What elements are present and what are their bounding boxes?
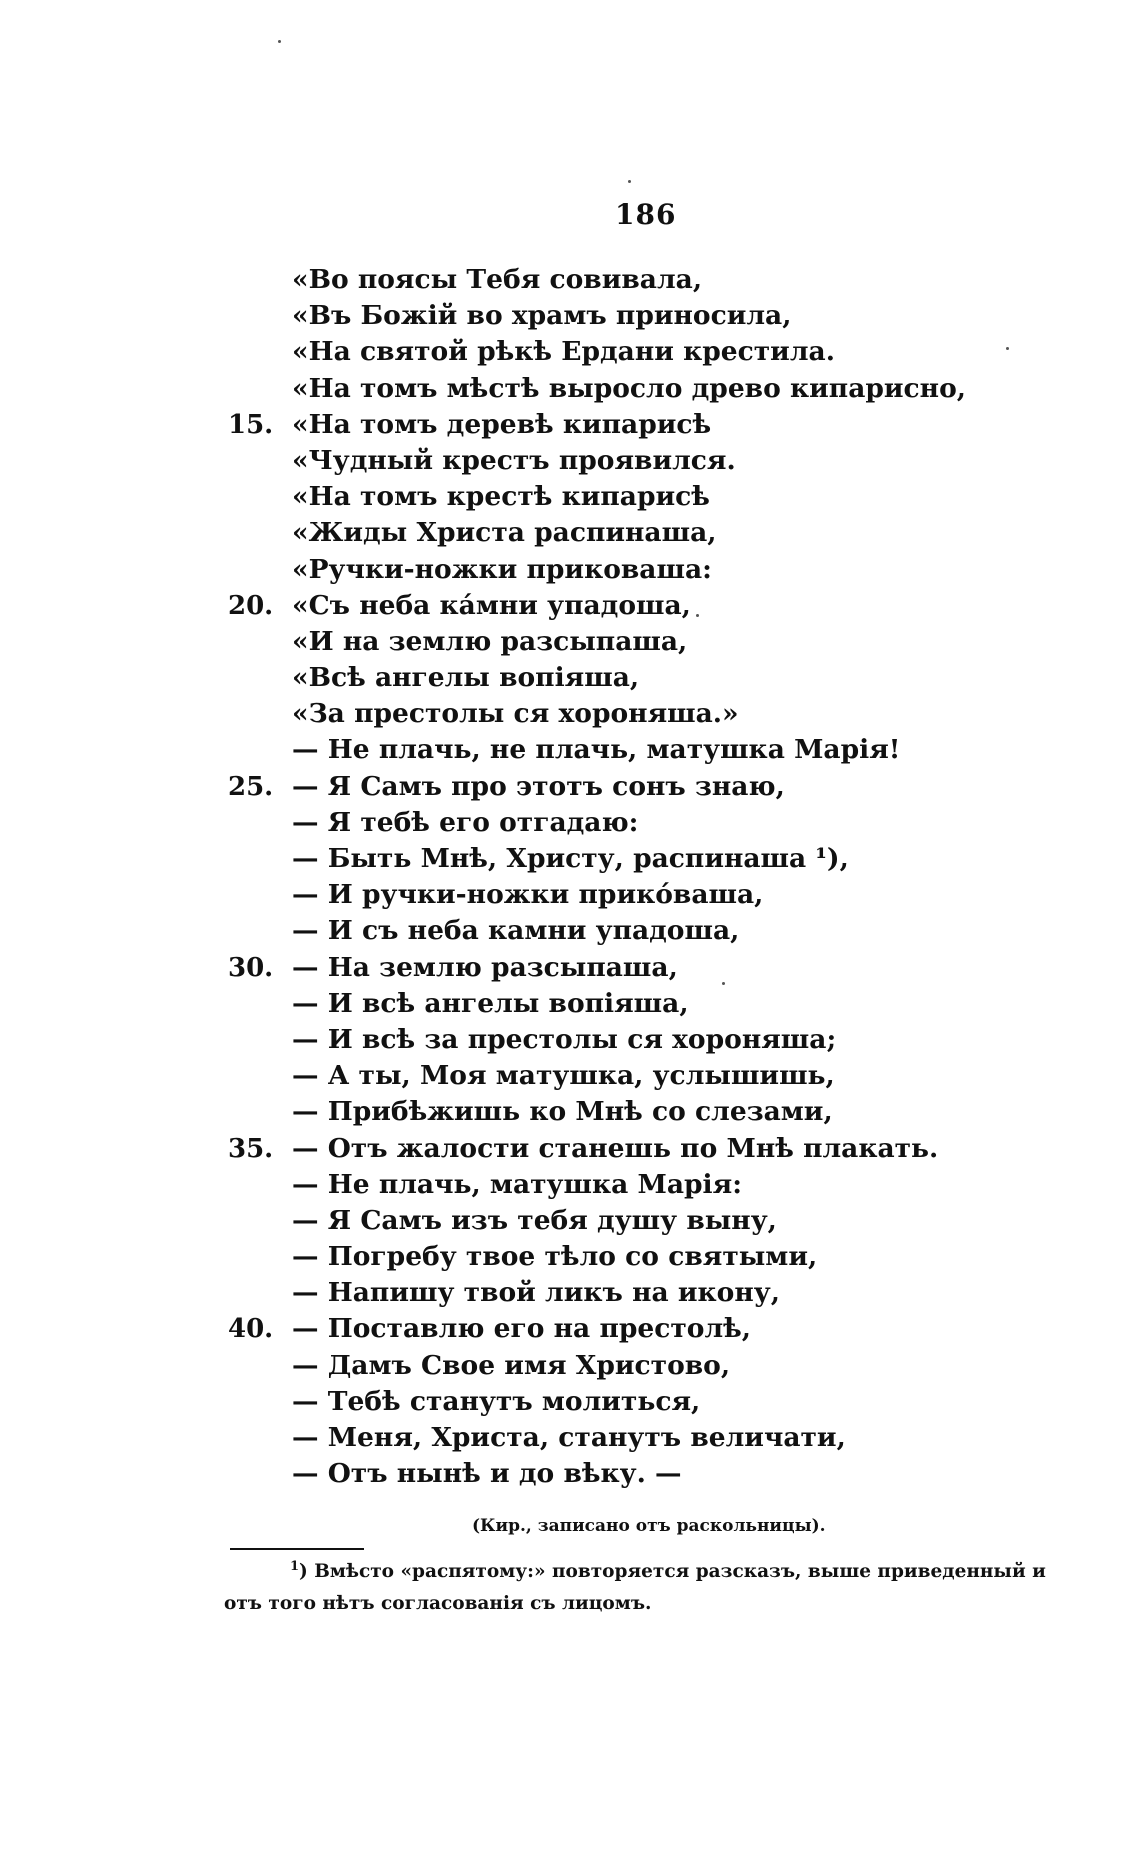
verse-text: — Быть Мнѣ, Христу, распинаша ¹),	[292, 843, 849, 874]
verse-text: — Не плачь, не плачь, матушка Марія!	[292, 734, 901, 766]
scan-speck	[722, 982, 725, 985]
verse-line	[228, 443, 1088, 479]
verse-line	[228, 950, 1088, 986]
verse-line	[228, 1275, 1088, 1311]
verse-line	[228, 1022, 1088, 1058]
verse-text: «Ручки-ножки приковаша:	[292, 553, 712, 585]
verse-line	[228, 407, 1088, 443]
footnote	[224, 1556, 1046, 1620]
footnote-rule	[230, 1548, 364, 1550]
verse-text: «Съ неба ка́мни упадоша,	[292, 589, 691, 621]
verse-line	[228, 877, 1088, 913]
verse-line	[228, 1384, 1088, 1420]
verse-text: «Всѣ ангелы вопіяша,	[292, 662, 640, 694]
verse-line	[228, 913, 1088, 949]
verse-text: — И ручки-ножки прико́ваша,	[292, 879, 764, 911]
scan-speck	[1006, 347, 1009, 350]
verse-text: «На томъ крестѣ кипарисѣ	[292, 481, 710, 513]
verse-text: — Напишу твой ликъ на икону,	[292, 1277, 780, 1309]
verse-text: — Я Самъ изъ тебя душу выну,	[292, 1204, 777, 1236]
verse-line	[228, 805, 1088, 841]
footnote-line-1	[224, 1556, 1046, 1588]
verse-line	[228, 624, 1088, 660]
verse-text: — И всѣ ангелы вопіяша,	[292, 987, 689, 1019]
verse-text: — Погребу твое тѣло со святыми,	[292, 1241, 818, 1273]
verse-text: — Отъ нынѣ и до вѣку. —	[292, 1458, 682, 1490]
verse-line	[228, 1058, 1088, 1094]
verse-line	[228, 1203, 1088, 1239]
verse-text: «На святой рѣкѣ Ердани крестила.	[292, 336, 835, 368]
scan-speck	[278, 40, 281, 43]
verse-text: — Поставлю его на престолѣ,	[292, 1313, 752, 1345]
verse-line	[228, 660, 1088, 696]
verse-text: «Во поясы Тебя совивала,	[292, 264, 703, 295]
verse-number: 25.	[228, 771, 274, 802]
page-number: 186	[615, 198, 677, 231]
verse-text: — На землю разсыпаша,	[292, 951, 678, 983]
verse-text: «На томъ деревѣ кипарисѣ	[292, 408, 712, 440]
footnote-marker: 1	[290, 1558, 300, 1574]
verse-line	[228, 1239, 1088, 1275]
verse-line	[228, 515, 1088, 551]
verse-text: — Я Самъ про этотъ сонъ знаю,	[292, 770, 785, 802]
verse-text: «Чудный крестъ проявился.	[292, 444, 736, 476]
verse-line	[228, 371, 1088, 407]
verse-line	[228, 732, 1088, 768]
verse-number: 40.	[228, 1314, 274, 1345]
verse-text: — Тебѣ станутъ молиться,	[292, 1385, 701, 1417]
verse-line	[228, 1311, 1088, 1347]
verse-line	[228, 986, 1088, 1022]
verse-line	[228, 769, 1088, 805]
verse-line	[228, 588, 1088, 624]
poem	[228, 262, 1088, 1492]
verse-number: 20.	[228, 590, 274, 621]
verse-line	[228, 1167, 1088, 1203]
verse-text: — Меня, Христа, станутъ величати,	[292, 1422, 846, 1453]
verse-line	[228, 552, 1088, 588]
footnote-text-1: ) Вмѣсто «распятому:» повторяется разсказъ, выше приведенный и	[299, 1561, 1046, 1582]
verse-line	[228, 334, 1088, 370]
scan-speck	[628, 180, 631, 183]
verse-text: — А ты, Моя матушка, услышишь,	[292, 1060, 835, 1092]
verse-number: 15.	[228, 409, 274, 440]
verse-text: — И всѣ за престолы ся хороняша;	[292, 1023, 837, 1055]
source-credit: (Кир., записано отъ раскольницы).	[472, 1516, 826, 1536]
verse-text: — Я тебѣ его отгадаю:	[292, 806, 639, 838]
verse-line	[228, 1131, 1088, 1167]
verse-text: — Дамъ Свое имя Христово,	[292, 1349, 731, 1381]
verse-text: «На томъ мѣстѣ выросло древо кипарисно,	[292, 372, 966, 404]
verse-text: «Въ Божій во храмъ приносила,	[292, 300, 792, 332]
verse-text: «И на землю разсыпаша,	[292, 625, 688, 657]
verse-line	[228, 479, 1088, 515]
verse-line	[228, 1094, 1088, 1130]
verse-line	[228, 696, 1088, 732]
scan-speck	[696, 614, 699, 617]
footnote-line-2: отъ того нѣтъ согласованія съ лицомъ.	[224, 1593, 652, 1614]
verse-text: «Жиды Христа распинаша,	[292, 517, 717, 549]
verse-line	[228, 262, 1088, 298]
verse-line	[228, 841, 1088, 877]
verse-line	[228, 1348, 1088, 1384]
verse-line	[228, 1420, 1088, 1456]
verse-line	[228, 298, 1088, 334]
verse-number: 30.	[228, 952, 274, 983]
verse-text: «За престолы ся хороняша.»	[292, 698, 739, 730]
verse-text: — И съ неба камни упадоша,	[292, 915, 740, 947]
verse-number: 35.	[228, 1133, 274, 1164]
verse-text: — Прибѣжишь ко Мнѣ со слезами,	[292, 1096, 833, 1128]
verse-text: — Отъ жалости станешь по Мнѣ плакать.	[292, 1132, 939, 1164]
verse-line	[228, 1456, 1088, 1492]
verse-text: — Не плачь, матушка Марія:	[292, 1168, 742, 1200]
